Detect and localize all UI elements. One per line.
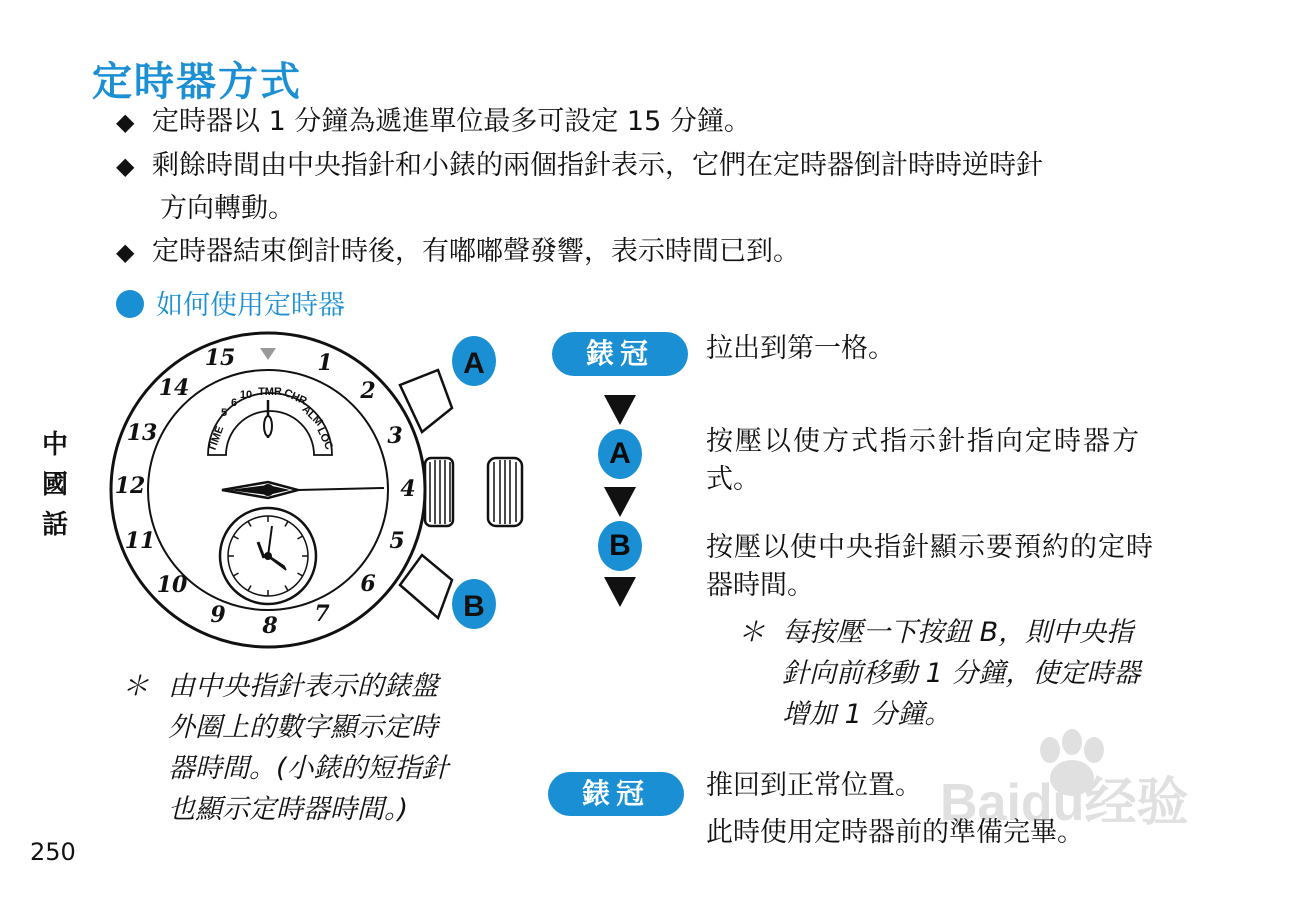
mode-label: ALM [299, 403, 325, 429]
bezel-number: 13 [126, 420, 158, 446]
bezel-number: 9 [210, 602, 226, 628]
note-line: 針向前移動 1 分鐘，使定時器 [782, 658, 1141, 689]
diamond-icon: ◆ [116, 152, 135, 180]
bezel-number: 1 [317, 350, 333, 376]
bezel-number: 2 [360, 378, 376, 404]
bullet-item: ◆ 定時器以 1 分鐘為遞進單位最多可設定 15 分鐘。 [116, 101, 751, 143]
note-line: 增加 1 分鐘。 [782, 699, 952, 730]
bullet-item: ◆ 剩餘時間由中央指針和小錶的兩個指針表示，它們在定時器倒計時時逆時針 [116, 145, 1043, 187]
mode-label: 10 [239, 389, 253, 401]
asterisk: ＊ [122, 671, 149, 702]
diamond-icon: ◆ [116, 108, 135, 136]
bezel-number: 14 [158, 375, 190, 401]
step-text: 式。 [706, 464, 760, 495]
note-line: 器時間。(小錶的短指針 [168, 753, 449, 784]
bezel-number: 10 [156, 572, 188, 598]
button-a-badge: A [598, 429, 642, 479]
bezel-number: 8 [262, 613, 278, 639]
mode-label: CHR [281, 386, 309, 408]
bezel-number: 15 [204, 345, 236, 371]
bezel-number: 11 [124, 528, 156, 554]
step-text: 推回到正常位置。 [706, 770, 922, 801]
watermark [930, 720, 1230, 844]
bezel-number: 12 [114, 473, 146, 499]
asterisk: ＊ [738, 617, 765, 648]
down-arrow-icon [604, 487, 636, 517]
mode-label: 5 [220, 407, 228, 419]
down-arrow-icon [604, 395, 636, 425]
bullet-item: ◆ 定時器結束倒計時後，有嘟嘟聲發響，表示時間已到。 [116, 231, 800, 273]
bezel-number: 3 [387, 423, 403, 449]
diamond-icon: ◆ [116, 238, 135, 266]
subheading: 如何使用定時器 [116, 283, 345, 322]
step-text: 拉出到第一格。 [706, 333, 895, 364]
watermark-text: Baidu经验 [940, 774, 1189, 832]
watch-illustration [100, 330, 540, 660]
mode-label: LOC [314, 425, 336, 452]
note-line: 外圈上的數字顯示定時 [168, 712, 438, 743]
step-text: 器時間。 [706, 570, 814, 601]
step-text: 按壓以使中央指針顯示要預約的定時 [706, 532, 1154, 563]
step-text: 按壓以使方式指示針指向定時器方 [706, 426, 1141, 457]
svg-text:A: A [463, 347, 485, 380]
mode-label: TIME [206, 424, 227, 454]
circle-bullet-icon [116, 290, 144, 318]
bezel-number: 5 [389, 528, 405, 554]
button-b-badge: B [598, 521, 642, 571]
note-line: 每按壓一下按鈕 B，則中央指 [782, 617, 1134, 648]
mode-label: TMR [258, 386, 282, 398]
page-title: 定時器方式 [92, 59, 302, 105]
crown-pill: 錶冠 [548, 772, 684, 816]
crown-icon [425, 458, 453, 526]
bezel-number: 4 [400, 476, 416, 502]
down-arrow-icon [604, 577, 636, 607]
bezel-number: 6 [360, 571, 376, 597]
side-language-label: 中 國 話 [41, 430, 68, 540]
note-line: 由中央指針表示的錶盤 [168, 671, 438, 702]
bullet-continuation: 方向轉動。 [160, 193, 295, 224]
svg-text:B: B [463, 590, 485, 623]
bezel-number: 7 [314, 601, 330, 627]
note-line: 也顯示定時器時間。) [168, 794, 409, 825]
page-number: 250 [30, 838, 76, 866]
crown-pill: 錶冠 [552, 332, 688, 376]
mode-label: 6 [230, 397, 238, 409]
step-text: 此時使用定時器前的準備完畢。 [706, 817, 1084, 848]
